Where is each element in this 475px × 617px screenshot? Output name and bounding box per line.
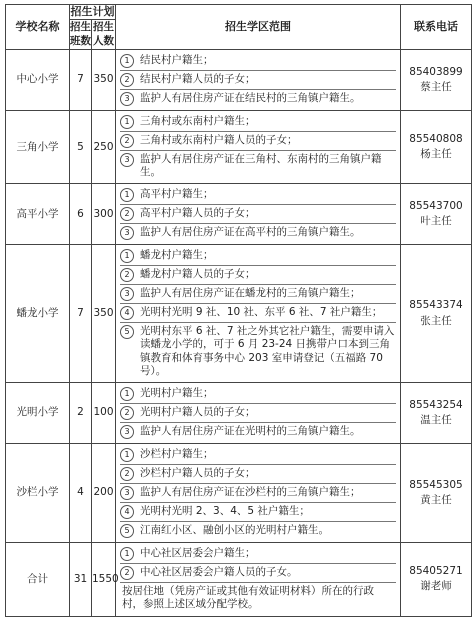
item-text: 中心社区居委会户籍人员的子女。 xyxy=(140,565,298,578)
item-number: 2 xyxy=(120,268,134,282)
school-name-cell: 沙栏小学 xyxy=(6,443,70,542)
area-cell xyxy=(116,184,401,245)
classes-cell: 4 xyxy=(70,443,92,542)
contact-name: 蔡主任 xyxy=(420,81,452,93)
students-cell: 200 xyxy=(92,443,116,542)
area-item xyxy=(120,522,396,540)
item-text: 沙栏村户籍生； xyxy=(140,447,214,460)
contact-name: 黄主任 xyxy=(420,493,452,506)
item-number: 2 xyxy=(120,406,134,420)
classes-cell: 7 xyxy=(70,245,92,383)
item-number: 1 xyxy=(120,54,134,68)
table-row xyxy=(6,184,472,245)
school-name-cell: 合计 xyxy=(6,542,70,616)
item-text: 高平村户籍生； xyxy=(140,188,214,201)
item-number: 3 xyxy=(120,153,134,167)
area-item xyxy=(120,247,396,266)
school-name-cell: 三角小学 xyxy=(6,111,70,184)
area-item xyxy=(120,90,396,108)
item-number: 2 xyxy=(120,73,134,87)
area-item xyxy=(120,186,396,205)
item-text: 光明村户籍生； xyxy=(140,386,214,399)
item-text: 监护人有居住房产证在三角村、东南村的三角镇户籍生。 xyxy=(140,153,382,179)
area-item xyxy=(120,404,396,423)
contact-cell xyxy=(401,111,472,184)
area-item xyxy=(120,423,396,441)
area-cell xyxy=(116,245,401,383)
item-text: 监护人有居住房产证在结民村的三角镇户籍生。 xyxy=(140,92,361,104)
school-name-cell: 蟠龙小学 xyxy=(6,245,70,383)
item-number: 5 xyxy=(120,325,134,339)
item-number: 3 xyxy=(120,486,134,500)
contact-phone: 85543254 xyxy=(409,398,463,411)
table-row xyxy=(6,50,472,111)
item-text: 监护人有居住房产证在高平村的三角镇户籍生。 xyxy=(140,226,361,239)
item-text: 监护人有居住房产证在光明村的三角镇户籍生。 xyxy=(140,424,361,437)
classes-cell: 2 xyxy=(70,382,92,443)
area-note: 按居住地（凭房产证或其他有效证明材料）所在的行政村，参照上述区域分配学校。 xyxy=(122,584,374,610)
item-number: 1 xyxy=(120,115,134,129)
students-cell: 350 xyxy=(92,245,116,383)
item-text: 光明村光明 2、3、4、5 社户籍生； xyxy=(140,504,310,517)
area-cell xyxy=(116,542,401,616)
area-item xyxy=(120,385,396,404)
contact-phone: 85545305 xyxy=(409,478,463,491)
item-number: 1 xyxy=(120,249,134,263)
area-item xyxy=(120,564,396,583)
contact-phone: 85543374 xyxy=(409,299,463,312)
classes-cell: 7 xyxy=(70,50,92,111)
header-phone: 联系电话 xyxy=(401,5,472,50)
students-cell: 250 xyxy=(92,111,116,184)
area-item xyxy=(120,151,396,181)
table-row xyxy=(6,245,472,383)
area-item xyxy=(120,484,396,503)
students-cell: 300 xyxy=(92,184,116,245)
item-text: 光明村东平 6 社、7 社之外其它社户籍生，需要申请入读蟠龙小学的，可于 6 月 23-24 日携带户口本到三角镇教育和体育事务中心 203 室申请登记（五福路 70 号）。 xyxy=(140,325,395,377)
contact-phone: 85405271 xyxy=(409,565,463,578)
area-item xyxy=(120,304,396,323)
item-number: 4 xyxy=(120,505,134,519)
table-row xyxy=(6,542,472,616)
contact-cell xyxy=(401,542,472,616)
item-number: 2 xyxy=(120,134,134,148)
item-number: 2 xyxy=(120,207,134,221)
contact-name: 杨主任 xyxy=(420,148,452,161)
area-item xyxy=(120,205,396,224)
item-number: 1 xyxy=(120,387,134,401)
classes-cell: 6 xyxy=(70,184,92,245)
item-text: 蟠龙村户籍人员的子女； xyxy=(140,268,256,281)
item-number: 1 xyxy=(120,448,134,462)
contact-name: 温主任 xyxy=(420,413,452,426)
contact-phone: 85543700 xyxy=(409,200,463,213)
item-text: 光明村户籍人员的子女； xyxy=(140,405,256,418)
students-cell: 350 xyxy=(92,50,116,111)
school-name-cell: 光明小学 xyxy=(6,382,70,443)
area-item xyxy=(120,224,396,242)
area-item xyxy=(120,323,396,380)
enrollment-table xyxy=(5,4,472,617)
area-cell xyxy=(116,111,401,184)
item-number: 3 xyxy=(120,226,134,240)
area-item xyxy=(120,446,396,465)
item-number: 2 xyxy=(120,566,134,580)
contact-phone: 85403899 xyxy=(409,65,463,78)
classes-cell: 5 xyxy=(70,111,92,184)
area-item xyxy=(120,503,396,522)
students-cell: 100 xyxy=(92,382,116,443)
header-area: 招生学区范围 xyxy=(116,5,401,50)
table-body xyxy=(6,50,472,617)
item-number: 3 xyxy=(120,425,134,439)
item-text: 光明村光明 9 社、10 社、东平 6 社、7 社户籍生； xyxy=(140,306,383,319)
students-cell: 1550 xyxy=(92,542,116,616)
contact-name: 张主任 xyxy=(420,314,452,327)
school-name-cell: 中心小学 xyxy=(6,50,70,111)
item-text: 江南红小区、融创小区的光明村户籍生。 xyxy=(140,523,329,536)
school-name-cell: 高平小学 xyxy=(6,184,70,245)
area-item xyxy=(120,266,396,285)
contact-phone: 85540808 xyxy=(409,133,463,145)
area-item xyxy=(120,113,396,132)
item-number: 1 xyxy=(120,547,134,561)
item-number: 3 xyxy=(120,287,134,301)
area-item xyxy=(120,465,396,484)
table-row xyxy=(6,382,472,443)
header-classes: 招生班数 xyxy=(70,20,92,50)
contact-cell xyxy=(401,245,472,383)
item-text: 监护人有居住房产证在蟠龙村的三角镇户籍生； xyxy=(140,287,361,300)
area-item xyxy=(120,545,396,564)
item-text: 结民村户籍人员的子女； xyxy=(140,73,256,85)
contact-name: 叶主任 xyxy=(420,215,452,228)
item-text: 监护人有居住房产证在沙栏村的三角镇户籍生； xyxy=(140,485,361,498)
classes-cell: 31 xyxy=(70,542,92,616)
item-text: 中心社区居委会户籍生； xyxy=(140,546,256,559)
contact-cell xyxy=(401,382,472,443)
contact-cell xyxy=(401,50,472,111)
area-cell xyxy=(116,50,401,111)
item-number: 3 xyxy=(120,92,134,106)
header-plan: 招生计划 xyxy=(70,5,115,19)
item-number: 4 xyxy=(120,306,134,320)
area-cell xyxy=(116,382,401,443)
item-number: 2 xyxy=(120,467,134,481)
table-row xyxy=(6,111,472,184)
item-text: 高平村户籍人员的子女； xyxy=(140,207,256,220)
contact-cell xyxy=(401,184,472,245)
item-text: 蟠龙村户籍生； xyxy=(140,249,214,262)
area-item xyxy=(120,71,396,90)
table-row xyxy=(6,443,472,542)
header-school-name: 学校名称 xyxy=(6,5,70,50)
item-text: 结民村户籍生； xyxy=(140,54,214,66)
item-text: 三角村或东南村户籍生； xyxy=(140,115,256,127)
contact-cell xyxy=(401,443,472,542)
area-item xyxy=(120,285,396,304)
contact-name: 谢老师 xyxy=(420,580,452,593)
item-number: 5 xyxy=(120,524,134,538)
area-cell xyxy=(116,443,401,542)
item-text: 沙栏村户籍人员的子女； xyxy=(140,466,256,479)
item-text: 三角村或东南村户籍人员的子女； xyxy=(140,134,298,146)
item-number: 1 xyxy=(120,188,134,202)
area-item xyxy=(120,52,396,71)
header-students: 招生人数 xyxy=(92,20,116,50)
area-item xyxy=(120,132,396,151)
